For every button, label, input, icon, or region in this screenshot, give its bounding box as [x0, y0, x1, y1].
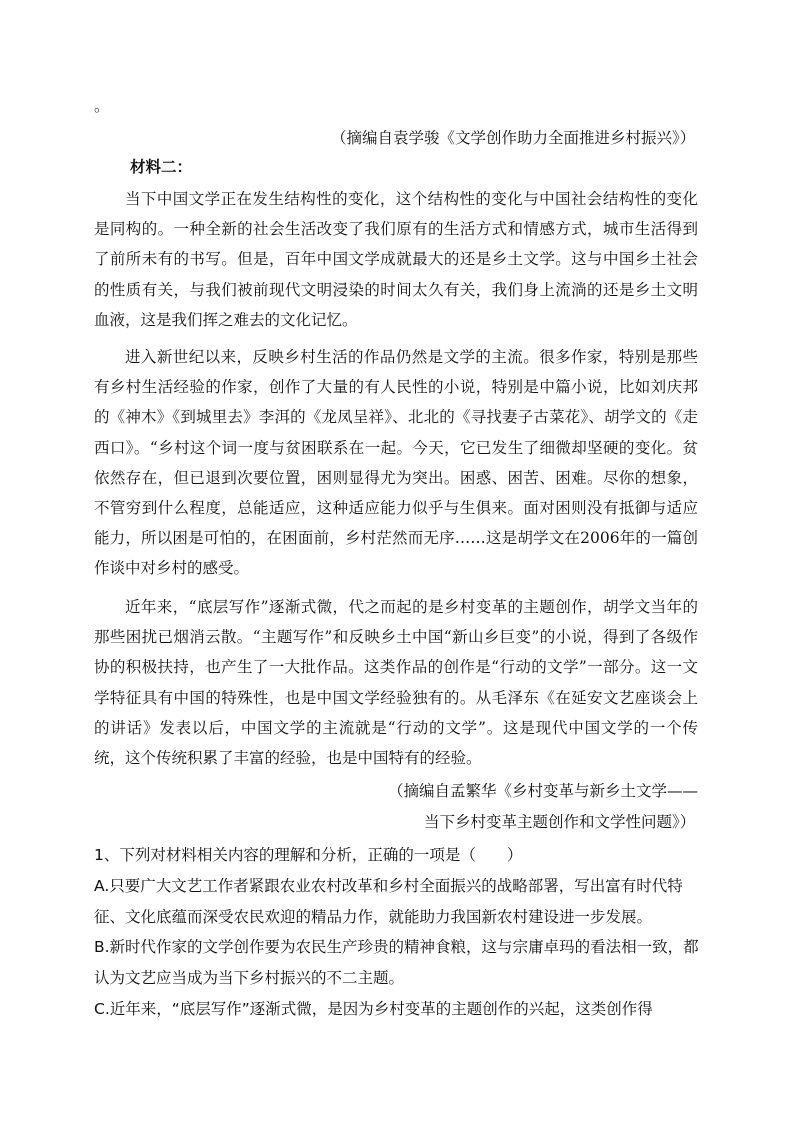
question-1 — [94, 840, 704, 1025]
question-stem: 1、下列对材料相关内容的理解和分析，正确的一项是（ ） — [94, 846, 523, 864]
material-two-heading: 材料二： — [130, 157, 193, 176]
paragraph-3: 近年来，“底层写作”逐渐式微，代之而起的是乡村变革的主题创作，胡学文当年的那些困扰已烟消云散。“主题写作”和反映乡土中国“新山乡巨变”的小说，得到了各级作协的积极扶持，也产生了一大批作品。这类作品的创作是“行动的文学”一部分。这一文学特征具有中国的特殊性，也是中国文学经验独有的。从毛泽东《在延安文艺座谈会上的讲话》发表以后，中国文学的主流就是“行动的文学”。这是现代中国文学的一个传统，这个传统积累了丰富的经验，也是中国特有的经验。 — [94, 598, 698, 768]
text-fragment: 。 — [94, 97, 110, 115]
material-two-source-line-1: （摘编自孟繁华《乡村变革与新乡土文学—— — [388, 782, 699, 800]
paragraph-1: 当下中国文学正在发生结构性的变化，这个结构性的变化与中国社会结构性的变化是同构的。一种全新的社会生活改变了我们原有的生活方式和情感方式，城市生活得到了前所未有的书写。但是，百年中国文学成就最大的还是乡土文学。这与中国乡土社会的性质有关，与我们被前现代文明浸染的时间太久有关，我们身上流淌的还是乡土文明血液，这是我们挥之难去的文化记忆。 — [94, 190, 698, 329]
material-two-source-line-2: 当下乡村变革主题创作和文学性问题》） — [424, 813, 696, 831]
material-one-source: （摘编自袁学骏《文学创作助力全面推进乡村振兴》） — [331, 129, 696, 147]
option-a[interactable]: A.只要广大文艺工作者紧跟农业农村改革和乡村全面振兴的战略部署，写出富有时代特征、文化底蕴而深受农民欢迎的精品力作，就能助力我国新农村建设进一步发展。 — [94, 876, 683, 926]
option-c[interactable]: C.近年来，“底层写作”逐渐式微，是因为乡村变革的主题创作的兴起，这类创作得 — [94, 999, 653, 1018]
option-b[interactable]: B.新时代作家的文学创作要为农民生产珍贵的精神食粮，这与宗庸卓玛的看法相一致，都认为文艺应当成为当下乡村振兴的不二主题。 — [94, 938, 699, 988]
paragraph-2: 进入新世纪以来，反映乡村生活的作品仍然是文学的主流。很多作家，特别是那些有乡村生活经验的作家，创作了大量的有人民性的小说，特别是中篇小说，比如刘庆邦的《神木》《到城里去》李洱的《龙凤呈祥》、北北的《寻找妻子古菜花》、胡学文的《走西口》。“乡村这个词一度与贫困联系在一起。今天，它已发生了细微却坚硬的变化。贫依然存在，但已退到次要位置，困则显得尤为突出。困惑、困苦、困难。尽你的想象，不管穷到什么程度，总能适应，这种适应能力似乎与生俱来。面对困则没有抵御与适应能力，所以困是可怕的，在困面前，乡村茫然而无序……这是胡学文在2006年的一篇创作谈中对乡村的感受。 — [94, 348, 698, 578]
